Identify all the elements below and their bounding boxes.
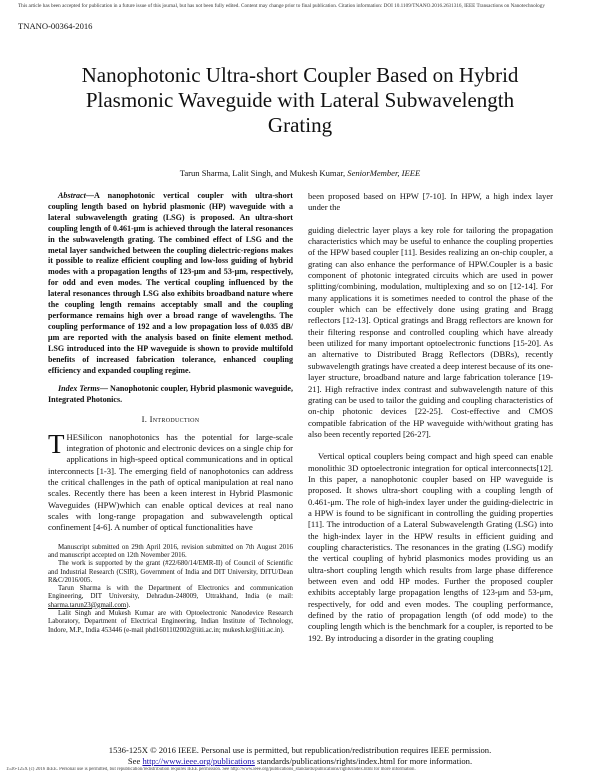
ieee-publications-link[interactable]: http://www.ieee.org/publications	[142, 755, 255, 766]
paragraph-gap	[308, 440, 553, 451]
author-line	[60, 168, 540, 178]
copyright-line: 1536-125X © 2016 IEEE. Personal use is permitted, but republication/redistribution requires IEEE permission.	[108, 745, 492, 755]
footnote-authors-2-3: Lalit Singh and Mukesh Kumar are with Optoelectronic Nanodevice Research Laboratory, Department of Electrical Engineering, Indian Institute of Technology, Indore, M.P., India 453446 (e-mail phd1601102002@iiti.ac.in; mukesh.kr@iiti.ac.in).	[48, 610, 293, 634]
footnote-submission: Manuscript submitted on 29th April 2016, revision submitted on 7th August 2016 and manuscript accepted on 12th November 2016.	[48, 543, 293, 559]
paper-id: TNANO-00364-2016	[18, 21, 93, 31]
section-title: Introduction	[149, 414, 200, 425]
right-column	[308, 191, 553, 644]
right-paragraph-1: been proposed based on HPW [7-10]. In HPW, a high index layer under the	[308, 191, 553, 213]
right-paragraph-2: guiding dielectric layer plays a key role for tailoring the propagation characteristics which may be useful to enhance the coupling properties of the HPW based coupler [11]. Besides realizing an on-chip coupler, a grating can also enhance the performance of HPW.Coupler is a basic component of photonic integrated circuits which are used in power splitting/combining, modulation, multiplexing and so on [12-14]. For many applications it is sometimes needed to control the phase of the coupler which can be effectively done using grating and Bragg reflectors [12-13]. Optical gratings and Bragg reflectors are known for their filtering response and controlled coupling which have already been utilized for many important optoelectronic functions [15-20]. As an alternative to Distributed Bragg Reflectors (DBRs), recently subwavelength gratings have created a deep interest because of its one-layer structure, broadband nature and large fabrication tolerance [19-21]. High refractive index contrast and subwavelength nature of this grating can be used to tailor the guiding and coupling characteristics of on-chip photonic devices [22-25]. Cost-effective and CMOS compatible fabrication of the HP waveguide with/without grating has also been recently reported [26-27].	[308, 224, 553, 439]
abstract-lead: Abstract	[58, 191, 86, 200]
intro-text: HESilicon nanophotonics has the potential for large-scale integration of photonic and electronic devices on a single chip for applications in high-speed optical communications and in optical interconnects [1-3]. The emerging field of nanophotonics can address the critical challenges in the path of optical manipulation at real nano scales. Recently there has been a keen interest in Hybrid Plasmonic Waveguides (HPW)which can enable optical devices at real nano scales with long-range propagation and subwavelength optical confinement [4-6]. A number of optical functionalities have	[48, 431, 293, 533]
index-terms-text: — Nanophotonic coupler, Hybrid plasmonic waveguide, Integrated Photonics.	[48, 384, 294, 405]
dropcap: T	[48, 428, 65, 459]
author-email-link[interactable]: sharma.tarun23@gmail.com	[48, 601, 127, 609]
section-heading	[48, 414, 293, 425]
publication-notice: This article has been accepted for publication in a future issue of this journal, but has not been fully edited. Content may change prior to final publication. Citation information: DOI 10.1109/TNANO.2016.2631316, IEEE Transactions on Nanotechnology	[18, 3, 545, 9]
fine-print-footer: 1536-125X (c) 2016 IEEE. Personal use is permitted, but republication/redistribution requires IEEE permission. See http://www.ieee.org/publications_standards/publications/rights/index.html for more information.	[6, 767, 416, 772]
abstract-text: —A nanophotonic vertical coupler with ultra-short coupling length based on hybrid plasmonic (HP) waveguide with a lateral subwavelength grating (LSG) is proposed. An ultra-short coupling length of 0.461-μm is achieved through the lateral resonances in the subwavelength grating. The combined effect of LSG and the metal layer sandwiched between the coupling dielectric-regions makes it possible to realize efficient coupling and low-loss guiding of hybrid modes with a propagation lengths of 123-μm and 53-μm, respectively, for odd and even modes. The vertical coupling influenced by the lateral resonances through LSG also exhibits broadband nature where the coupling length remains acceptably small and the coupling performance remains high over a broad range of wavelengths. The coupling performance of 192 and a low propagation loss of 0.035 dB/μm are reported with the analysis based on finite element method. LSG introduced into the HP waveguide is shown to provide multifold benefits of increased fabrication tolerance, enhanced coupling efficiency and expanded coupling regime.	[48, 191, 293, 375]
index-terms-lead: Index Terms	[58, 384, 100, 394]
copyright-footer	[0, 745, 600, 766]
column-gap	[308, 214, 553, 225]
left-column	[48, 191, 293, 635]
footnote-author-1: Tarun Sharma is with the Department of Electronics and communication Engineering, DIT University, Dehradun-248009, Uttrakhand, India (e mail: sharma.tarun23@gmail.com).	[48, 585, 293, 609]
footnotes	[48, 544, 293, 635]
abstract	[48, 191, 293, 376]
intro-paragraph	[48, 428, 293, 534]
paper-title: Nanophotonic Ultra-short Coupler Based on Hybrid Plasmonic Waveguide with Lateral Subwavelength Grating	[81, 63, 519, 137]
right-paragraph-3: Vertical optical couplers being compact and high speed can enable monolithic 3D optoelectronic integration for optical interconnects[12]. In this paper, a nanophotonic coupler based on HP waveguide is proposed. It shows ultra-short coupling with a coupling length of 0.461-μm. The role of high-index layer under the guiding-dielectric in a HPW is found to be significant in controlling the guiding properties [11]. The introduction of a Lateral Subwavelength Grating (LSG) into the high-index layer in the HPW results in efficient guiding and coupling characteristics. The resonances in the grating (LSG) modify the vertical coupling of hybrid plasmonics modes providing us an ultra-short coupling length which results from large phase difference between even and odd HP modes. Further the proposed coupler exhibits acceptably large propagation lengths of 123-μm and 53-μm, respectively, for odd and even modes. The coupling performance, defined by the ratio of propagation length (of odd mode) to the coupling length which is the benchmark for a coupler, is reported to be 192. By introducing a disorder in the grating coupling	[308, 451, 553, 643]
authors: Tarun Sharma, Lalit Singh, and Mukesh Kumar,	[179, 168, 346, 178]
rights-line: See http://www.ieee.org/publications standards/publications/rights/index.html for more information.	[127, 755, 473, 766]
footnote-funding: The work is supported by the grant (#22/680/14/EMR-II) of Council of Scientific and Industrial Research (CSIR), Government of India and DIT University, DITU/Dean R&C/2016/005.	[48, 560, 293, 584]
index-terms	[48, 384, 293, 406]
author-suffix: SeniorMember, IEEE	[347, 168, 421, 178]
section-number: I.	[141, 414, 148, 425]
